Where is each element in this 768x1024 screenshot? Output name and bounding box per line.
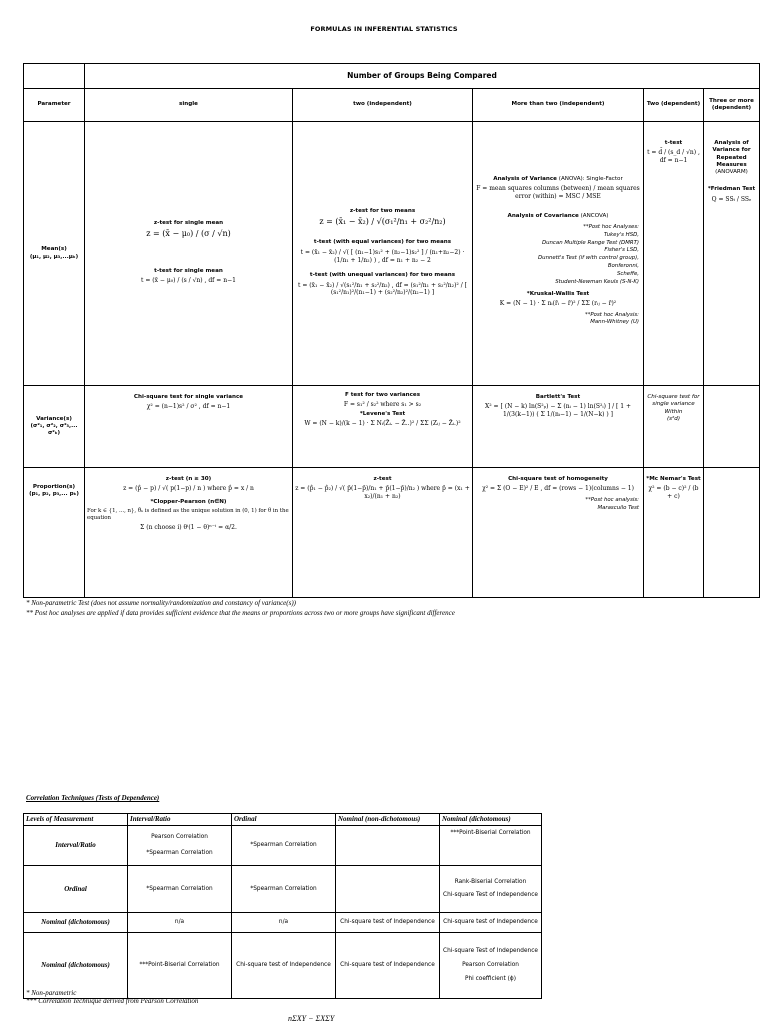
means-three-dependent-cell: [704, 122, 760, 386]
chi-square-single-var-formula: χ² = (n−1)s² / σ² , df = n−1: [146, 403, 231, 411]
corr-row-label: Nominal (dichotomous): [24, 933, 128, 999]
corr-cell: [336, 913, 440, 933]
posthoc-item: Fisher's LSD,: [604, 247, 639, 254]
anova-posthoc-list: [475, 224, 639, 287]
z-test-single-mean-formula: z = (x̄ − μ₀) / (σ / √n): [146, 229, 231, 239]
corr-cell: [440, 826, 542, 866]
col-header-single: single: [85, 89, 293, 122]
anovarm-title: Analysis of Variance for Repeated Measures: [712, 140, 751, 168]
friedman-formula: Q = SSₜ / SSₑ: [711, 195, 752, 203]
inferential-formulas-table: [23, 63, 760, 598]
variances-single-cell: [85, 386, 293, 468]
corr-cell: [232, 866, 336, 913]
proportions-label: Proportion(s): [32, 484, 76, 490]
row-label-proportions: [24, 468, 85, 598]
paired-t-test-title: t-test: [664, 140, 683, 146]
corr-item: *Spearman Correlation: [250, 842, 317, 849]
friedman-title: *Friedman Test: [707, 186, 756, 193]
variances-two-dependent-cell: [644, 386, 704, 468]
proportions-three-dependent-cell: [704, 468, 760, 598]
f-test-title: F test for two variances: [344, 392, 421, 398]
kruskal-posthoc-list: [475, 312, 639, 328]
corr-item: n/a: [174, 919, 185, 926]
variances-three-dependent-cell: [704, 386, 760, 468]
t-test-unequal-var-formula: t = (x̄₁ − x̄₂) / √(s₁²/n₁ + s₂²/n₂) , df = (s₁²/n₁ + s₂²/n₂)² / [ (s₁²/n₁)²/(n₁−1) + (s₂²/n₂)²/(n₂−1) ]: [298, 281, 467, 297]
page-title: FORMULAS IN INFERENTIAL STATISTICS: [310, 25, 458, 33]
group-header: Number of Groups Being Compared: [85, 64, 760, 89]
corr-item: Chi-square test of Independence: [340, 962, 435, 969]
z-test-proportion-formula: z = (p̂ − p) / √( p(1−p) / n ) where p̂ = x / n: [123, 485, 254, 493]
z-test-proportion-title: z-test (n ≥ 30): [165, 476, 212, 482]
ancova-title: Analysis of Covariance: [507, 212, 579, 219]
means-two-cell: [293, 122, 473, 386]
corr-footnote-pearson: *** Correlation Technique derived from Pearson Correlation: [26, 997, 199, 1005]
corr-item: *Spearman Correlation: [146, 885, 213, 892]
corr-item: Chi-square test of Independence: [340, 919, 435, 926]
bartlett-test-title: Bartlett's Test: [535, 394, 581, 400]
corr-item: n/a: [278, 919, 289, 926]
clopper-pearson-title: *Clopper-Pearson (n∈N): [150, 499, 227, 506]
correlation-table: [23, 813, 542, 999]
kruskal-wallis-title: *Kruskal-Wallis Test: [526, 290, 590, 297]
paired-t-test-formula: t = d̄ / (s_d / √n) , df = n−1: [647, 149, 700, 165]
proportions-sub: (p₁, p₂, p₃,... pₖ): [29, 491, 79, 498]
corr-item: Pearson Correlation: [151, 834, 208, 841]
marascuilo-posthoc: [475, 497, 639, 513]
ancova-subtitle: (ANCOVA): [580, 212, 609, 219]
means-two-dependent-cell: [644, 122, 704, 386]
chi-square-homogeneity-formula: χ² = Σ (O − E)² / E , df = (rows − 1)(columns − 1): [482, 485, 634, 493]
corr-cell: [232, 933, 336, 999]
posthoc-item: Mann-Whitney (U): [590, 319, 639, 326]
posthoc-item: Bonferonni,: [607, 263, 639, 270]
posthoc-item: Marascuilo Test: [597, 504, 639, 511]
corr-row-label: Ordinal: [24, 866, 128, 913]
corr-cell: [336, 826, 440, 866]
z-test-two-means-title: z-test for two means: [349, 207, 416, 214]
corr-item: *Spearman Correlation: [146, 849, 213, 856]
anova-title: Analysis of Variance: [493, 175, 557, 182]
posthoc-item: Student-Newman Keuls (S-N-K): [555, 278, 639, 285]
corr-cell: [232, 826, 336, 866]
chi-square-within-title: Chi-square test for single variance Within: [647, 394, 700, 415]
posthoc-item: Dunnett's Test (if with control group),: [538, 255, 639, 262]
corr-item: Chi-square Test of Independence: [443, 892, 538, 899]
footnote-nonparametric: * Non-parametric Test (does not assume normality/randomization and constancy of variance(s)): [26, 599, 296, 607]
corr-cell: [440, 933, 542, 999]
corr-cell: [128, 826, 232, 866]
corr-footnote-nonparametric: * Non-parametric: [26, 989, 77, 997]
variances-more-cell: [473, 386, 644, 468]
corr-cell: [128, 933, 232, 999]
corr-cell: [440, 913, 542, 933]
proportions-single-cell: [85, 468, 293, 598]
corr-item: *Spearman Correlation: [250, 885, 317, 892]
variances-label: Variance(s): [36, 415, 72, 422]
posthoc-item: Tukey's HSD,: [603, 231, 639, 238]
corr-cell: [232, 913, 336, 933]
posthoc-item: **Post hoc Analysis:: [585, 311, 639, 318]
corr-item: Chi-square Test of Independence: [443, 948, 538, 955]
corr-item: Chi-square test of Independence: [443, 919, 538, 926]
posthoc-item: Scheffe,: [616, 270, 639, 277]
row-label-means: [24, 122, 85, 386]
corr-item: ***Point-Biserial Correlation: [450, 830, 531, 837]
col-header-two-dependent: Two (dependent): [644, 89, 704, 122]
means-sub: (μ₁, μ₂, μ₃,...μₖ): [29, 253, 79, 260]
anovarm-subtitle: (ANOVARM): [715, 169, 748, 176]
corr-cell: [128, 913, 232, 933]
t-test-equal-var-title: t-test (with equal variances) for two means: [313, 239, 452, 246]
row-label-variances: [24, 386, 85, 468]
correlation-title: Correlation Techniques (Tests of Dependence): [26, 794, 160, 802]
z-test-single-mean-title: z-test for single mean: [153, 220, 224, 227]
corr-header-nominal-dich: Nominal (dichotomous): [440, 814, 542, 826]
variances-sub: (σ²₁, σ²₂, σ²₃,... σ²ₖ): [30, 422, 78, 437]
corr-row-label: Nominal (dichotomous): [24, 913, 128, 933]
col-header-more-than-two: More than two (independent): [473, 89, 644, 122]
kruskal-wallis-formula: K = (N − 1) · Σ nᵢ(r̄ᵢ − r̄)² / ΣΣ (rᵢⱼ − r̄)²: [499, 299, 617, 307]
anova-subtitle: (ANOVA): Single-Factor: [558, 175, 623, 182]
bartlett-test-formula: X² = [ (N − k) ln(S²ₚ) − Σ (nᵢ − 1) ln(S²ᵢ) ] / [ 1 + 1/(3(k−1)) ( Σ 1/(nᵢ−1) − 1/(N−k) ) ]: [484, 403, 632, 419]
corr-item: Phi coefficient (ϕ): [464, 975, 517, 982]
corr-cell: [336, 933, 440, 999]
corr-cell: [128, 866, 232, 913]
variances-two-cell: [293, 386, 473, 468]
chi-square-single-var-title: Chi-square test for single variance: [133, 394, 244, 400]
posthoc-item: **Post hoc Analyses:: [583, 223, 639, 230]
mcnemar-title: *Mc Nemar's Test: [646, 476, 701, 482]
levene-test-formula: W = (N − k)/(k − 1) · Σ Nᵢ(Z̄ᵢ. − Z̄..)² / ΣΣ (Zᵢⱼ − Z̄ᵢ.)²: [304, 420, 461, 428]
anova-formula: F = mean squares columns (between) / mean squares error (within) = MSC / MSE: [476, 185, 640, 200]
corr-header-nominal-nondich: Nominal (non-dichotomous): [336, 814, 440, 826]
corr-item: Chi-square test of Independence: [236, 962, 331, 969]
col-header-parameter: Parameter: [24, 89, 85, 122]
corr-row-label: Interval/Ratio: [24, 826, 128, 866]
proportions-more-cell: [473, 468, 644, 598]
footnote-posthoc: ** Post hoc analyses are applied if data provides sufficient evidence that the means or proportions across two or more groups have significant difference: [26, 609, 455, 617]
proportions-two-dependent-cell: [644, 468, 704, 598]
levene-test-title: *Levene's Test: [359, 411, 406, 418]
means-more-cell: [473, 122, 644, 386]
clopper-pearson-text: For k ∈ {1, ..., n}, θ̂ₖ is defined as the unique solution in (0, 1) for θ in the equation: [87, 508, 289, 522]
corr-cell: [336, 866, 440, 913]
chi-square-homogeneity-title: Chi-square test of homogeneity: [508, 476, 608, 482]
t-test-equal-var-formula: t = (x̄₁ − x̄₂) / √( [ (n₁−1)s₁² + (n₂−1)s₂² ] / (n₁+n₂−2) · (1/n₁ + 1/n₂) ) , df = n₁ + n₂ − 2: [300, 248, 465, 264]
corr-item: Pearson Correlation: [462, 962, 519, 969]
t-test-single-mean-formula: t = (x̄ − μ₀) / (s / √n) , df = n−1: [141, 277, 236, 285]
chi-square-within-sub: (s²d): [666, 415, 681, 422]
f-test-formula: F = s₁² / s₂² where s₁ > s₂: [343, 401, 422, 409]
corr-header-levels: Levels of Measurement: [24, 814, 128, 826]
clopper-pearson-formula: Σ (n choose i) θⁱ(1 − θ)ⁿ⁻ⁱ = α/2.: [140, 524, 237, 532]
mcnemar-formula: χ² = (b − c)² / (b + c): [648, 485, 699, 501]
posthoc-item: **Post hoc analysis:: [585, 497, 639, 504]
z-test-two-proportions-title: z-test: [373, 476, 392, 482]
corr-header-ordinal: Ordinal: [232, 814, 336, 826]
means-label: Mean(s): [41, 246, 67, 253]
z-test-two-proportions-formula: z = (p̂₁ − p̂₂) / √( p̄(1−p̄)/n₁ + p̄(1−p̄)/n₂ ) where p̄ = (x₁ + x₂)/(n₁ + n₂): [295, 485, 470, 501]
z-test-two-means-formula: z = (x̄₁ − x̄₂) / √(σ₁²/n₁ + σ₂²/n₂): [319, 217, 446, 227]
means-single-cell: [85, 122, 293, 386]
corr-item: Rank-Biserial Correlation: [454, 878, 527, 885]
pearson-formula-fragment: nΣXY − ΣXΣY: [288, 1014, 335, 1023]
corner-cell: [24, 64, 85, 89]
proportions-two-cell: [293, 468, 473, 598]
corr-item: ***Point-Biserial Correlation: [139, 962, 220, 969]
t-test-unequal-var-title: t-test (with unequal variances) for two means: [309, 272, 456, 279]
col-header-two-independent: two (independent): [293, 89, 473, 122]
corr-cell: [440, 866, 542, 913]
t-test-single-mean-title: t-test for single mean: [154, 267, 223, 274]
posthoc-item: Duncan Multiple Range Test (DMRT): [541, 239, 639, 246]
corr-header-interval: Interval/Ratio: [128, 814, 232, 826]
col-header-three-dependent: Three or more (dependent): [704, 89, 760, 122]
